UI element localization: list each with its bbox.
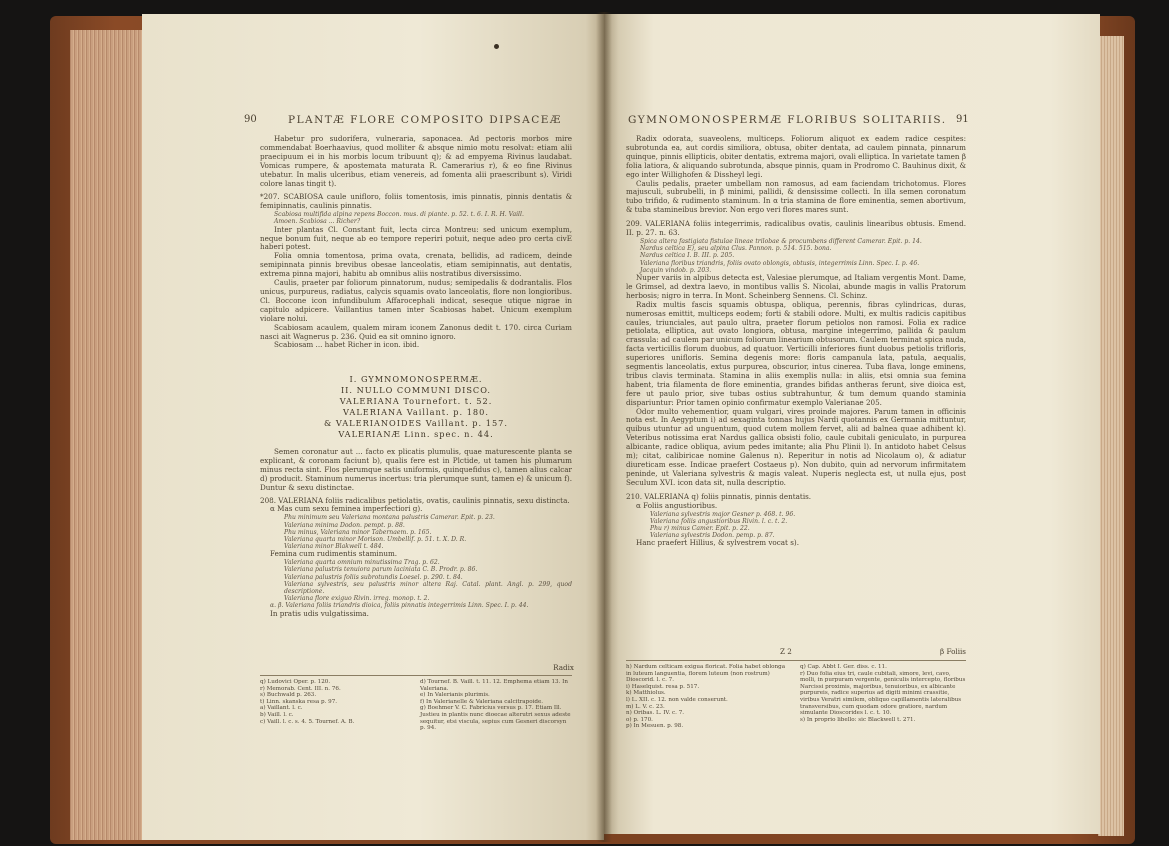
footnote-rule [260, 675, 572, 676]
paragraph: Semen coronatur aut ... facto ex plicatis plumulis, quae maturescente planta se explicant, & coronam faciunt b), qualis fere est in Plctide, ut tamen his plumarum minus recta sint. Flos plerumque satis uniformis, quinquefidus c), tamen alius calcar d) producit. Staminum numerus incertus: tria plerumque sunt, tamen e) & unicum f). Duntur & sexu distinctae. [260, 447, 572, 492]
paragraph: Nuper variis in alpibus detecta est, Valesiae plerumque, ad Italiam vergentis Mont. Dame, le Grimsel, ad dextra laevo, in montibus vallis S. Nicolai, abunde magis in vallis Pratorum herbosis; nigro in terra. In Mont. Scheinberg Sennens. Cl. Schinz. [626, 272, 966, 300]
species-heading: 208. VALERIANA foliis radicalibus petiolatis, ovatis, caulinis pinnatis, sexu distincta. [260, 495, 570, 505]
right-page-edges [1098, 36, 1124, 836]
footnote: r) Memorab. Cent. III. n. 76. [260, 685, 341, 692]
paragraph: Caulis pedalis, praeter umbellam non ramosus, ad eam faciendam trichotomus. Flores majusculi, subrubelli, in β minimi, pallidi, & densissime collecti. In illa semen coronatum tubo trifido, & rudimento staminum. In α tria stamina de flore eminentia, semen abortivum, & tuba stamineibus brevior. Non ergo veri flores mares sunt. [626, 178, 966, 215]
synonym: Phu r) minus Camer. Epit. p. 22. [650, 524, 750, 532]
footnote: q) Cap. Abbt I. Ger. diss. c. 11. [800, 664, 887, 670]
synonym: Valeriana palustris tenuiora parum laciniata C. B. Prodr. p. 86. [284, 566, 478, 574]
footnote: o) p. 170. [626, 716, 653, 723]
paragraph: Scabiosam ... habet Richer in icon. ibid. [274, 340, 420, 350]
synonym: Valeriana foliis angustioribus Rivin. l. c. t. 2. [650, 517, 788, 525]
footnote: c) Vaill. l. c. s. 4. 5. Tournef. A. B. [260, 718, 355, 725]
footnote: q) Ludovici Oper. p. 120. [260, 679, 331, 685]
synonym: Valeriana floribus triandris, foliis ovato oblongis, obtusis, integerrimis Linn. Spec. I. p. 46. [640, 259, 920, 267]
species-heading: *207. SCABIOSA caule unifloro, foliis tomentosis, imis pinnatis, pinnis dentatis & femipinnatis, caulinis pinnatis. [260, 192, 572, 211]
footnote: p) In Mesuen. p. 98. [626, 723, 684, 730]
synonym: Amoen. Scabiosa ... Richer? [274, 218, 361, 226]
footnotes-column-left [260, 679, 410, 725]
footnotes-column-left [626, 664, 786, 730]
catchword: β Foliis [940, 647, 966, 656]
page-number: 90 [244, 114, 257, 125]
footnote-rule [626, 660, 966, 661]
running-head: GYMNOMONOSPERMÆ FLORIBUS SOLITARIIS. [628, 114, 947, 126]
synonym: Nardus celtica I. B. III. p. 205. [640, 252, 735, 260]
left-text-block-1 [260, 135, 572, 350]
left-text-block-2 [260, 448, 572, 619]
synonym: α. β. Valeriana foliis triandris dioica, foliis pinnatis integerrimis Linn. Spec. I. p. 44. [270, 602, 529, 610]
footnote: a) Vaillant. l. c. [260, 705, 303, 712]
synonym: Jacquin vindob. p. 203. [640, 266, 712, 274]
synonym: Valeriana minor Blakwell t. 484. [284, 543, 384, 551]
synonym: Valeriana flore exiguo Rivin. irreg. monop. t. 2. [284, 595, 430, 603]
species-heading: 209. VALERIANA foliis integerrimis, radicalibus ovatis, caulinis linearibus obtusis. Emend. II. p. 27. n. 63. [626, 219, 966, 238]
genus-line: VALERIANA Tournefort. t. 52. [339, 396, 493, 406]
genus-line: VALERIANA Vaillant. p. 180. [343, 407, 489, 417]
paragraph: Inter plantas Cl. Constant fuit, lecta circa Montreu: sed unicum exemplum, neque bonum fuit, neque ab eo tempore reperiri potuit, neque adeo pro certa civE haberi potest. [260, 224, 572, 252]
footnote: s) In proprio libello: sic Blackwell t. 271. [800, 716, 916, 723]
footnote: r) Duo folia eius tri, caule cubitali, simore, levi, cavo, molli, in purpuram vergente, geniculis intercepto, floribus Narcissi proximis, majoribus, tenuioribus, ex albicante purpureis, radice superius ad digiti minimi crassitie, viribus Veratri similem, obliquo capillamentis lateralibus transversibus, cum quodam odore gratiore, nardum simulante Dioscorides l. c. t. 10. [800, 670, 966, 717]
synonym: Valeriana sylvestris Dodon. pemp. p. 87. [650, 532, 775, 540]
section-subtitle: II. NULLO COMMUNI DISCO. [340, 385, 492, 395]
left-page [142, 14, 604, 840]
variety-line: α Mas cum sexu feminea imperfectiori g). [270, 504, 423, 514]
running-head: PLANTÆ FLORE COMPOSITO DIPSACEÆ [288, 114, 562, 126]
variety-line: α Foliis angustioribus. [636, 500, 718, 510]
synonym: Valeriana palustris foliis subrotundis Loesel. p. 290. t. 84. [284, 573, 463, 581]
footnote: n) Oribas. L. IV. c. 7. [626, 710, 685, 717]
left-page-edges [70, 30, 148, 840]
synonym: Valeriana quarta omnium minutissima Trag. p. 62. [284, 559, 440, 567]
paragraph: Caulis, praeter par foliorum pinnatorum, nudus; semipedalis & dodrantalis. Flos unicus, purpureus, radiatus, calycis squamis ovato lanceolatis, flore non longioribus. Cl. Boccone icon infundibulum Affarocephali indicat, seseque utique nigrae in capitulo adpicere. Vaillantius tamen inter Scabiosas habet. Unicum exemplum violare nolui. [260, 278, 572, 323]
footnote: d) Tournef. B. Vaill. t. 11. 12. Emphema etiam 13. In Valeriana. [420, 679, 568, 692]
footnote: l) L. XII. c. 12. non valde conserunt. [626, 696, 728, 703]
synonym: Valeriana minima Dodon. pempt. p. 88. [284, 521, 405, 529]
paragraph: Hanc praefert Hillius, & sylvestrem vocat s). [636, 538, 799, 548]
book-gutter [596, 12, 612, 842]
synonym: Valeriana quarta minor Morison. Umbellif. p. 51. t. X. D. R. [284, 535, 467, 543]
synonym: Spica altera fastigiata fistulae lineae trilobae & procumbens different Camerar. Epit. p. 14. [640, 237, 922, 245]
genus-line: VALERIANÆ Linn. spec. n. 44. [338, 429, 494, 439]
signature-mark: Z 2 [780, 647, 792, 656]
habitat-line: In pratis udis vulgatissima. [270, 608, 369, 618]
page-number: 91 [956, 114, 969, 125]
footnote: t) Linn. skanska resa p. 97. [260, 698, 338, 705]
footnotes-column-right [800, 664, 966, 723]
paragraph: Habetur pro sudorifera, vulneraria, saponacea. Ad pectoris morbos mire commendabat Boerhaavius, quod molliter & absque nimio motu resolvat: etiam alii praecipuum ei in his morbis locum tribuunt q); & ad empyema Rivinus laudabat. Vomicas rumpere, & apostemata maturata R. Camerarius r), & eo fine Rivinus utebatur. In malis ulceribus, etiam venereis, ad fomenta alii praescribunt s). Viridi colore lanas tingit t). [260, 134, 572, 188]
footnote: s) Buchwald p. 263. [260, 692, 317, 699]
section-title: I. GYMNOMONOSPERMÆ. [349, 374, 483, 384]
right-text-block [626, 135, 966, 548]
ink-dot [494, 44, 499, 49]
synonym: Phu minus, Valeriana minor Tabernaem. p. 165. [284, 528, 432, 536]
synonym: Nardus celtica E), seu alpina Clus. Pannon. p. 514. 515. bona. [640, 245, 832, 253]
genus-line: & VALERIANOIDES Vaillant. p. 157. [324, 418, 508, 428]
footnote: e) In Valerianis plurimis. [420, 692, 490, 699]
footnote: k) Matthiolus. [626, 690, 666, 697]
footnote: i) Haselquist. resa p. 517. [626, 683, 700, 690]
section-heading [260, 374, 572, 440]
footnote: f) In Valerianelle & Valeriana calcitrapoide. [420, 698, 544, 705]
paragraph: Radix odorata, suaveolens, multiceps. Foliorum aliquot ex eadem radice cespites: subrotunda ea, aut cordis similiora, obtusa, obiter dentata, ad caulem pinnata, pinnarum quinque, pinnis ellipticis, obiter dentatis, extrema majori, ovali elliptica. In varietate tamen β folia latiora, & aliquando subrotunda, absque pinnis, quam in Prodromo C. Bauhinus dixit, & ego inter Willighofen & Dissheyl legi. [626, 134, 966, 179]
footnote: g) Boehmer V. C. Fabricius versus p. 17. Etiam Ill. Justieu in plantis nunc dioecae alterutri sexus adeste sequitur, etsi viscula, sepius cum Gesneri discorsyn p. 94. [420, 705, 571, 732]
synonym: Phu minimum seu Valeriana montana palustris Camerar. Epit. p. 23. [284, 514, 495, 522]
synonym: Valeriana sylvestris major Gesner p. 468. t. 96. [650, 510, 796, 518]
paragraph: Odor multo vehementior, quam vulgari, vires proinde majores. Parum tamen in officinis nota est. In Aegyptum i) ad sexaginta tonnas hujus Nardi quotannis ex Germania mittuntur, quibus utuntur ad unguentum, quod cutem mollem fervet, alii ad balnea quae adhibent k). Veteribus notissima erat Nardus gallica obsisti folio, caule cubitali geniculato, in purpurea albicante, radice obliqua, avium pedes imitante; alia Phu Plinii l). In antidoto habet Celsus m); citat, calibiricae nomine Galenus n). Reperitur in notis ad Nicolaum o), & adiatur diureticam esse. Indicae praefert Costaeus p). Non dubito, quin ad nervorum infirmitatem peninde, ut Valeriana sylvestris & magis valeat. Nuperis neglecta est, ut nulla ejus, post Seculum XVI. icon data sit, nulla descriptio. [626, 406, 966, 487]
right-page [604, 14, 1100, 834]
footnote: h) Nardum celticam exigua floricat. Folia habet oblonga in luteum languentia, florem luteum (non rostrum) Dioscorid. l. c. 7. [626, 664, 786, 684]
variety-line: Femina cum rudimentis staminum. [270, 549, 398, 559]
species-heading: 210. VALERIANA q) foliis pinnatis, pinnis dentatis. [626, 491, 812, 501]
catchword: Radix [553, 663, 574, 672]
footnote: b) Vaill. l. c. [260, 711, 294, 718]
paragraph: Folia omnia tomentosa, prima ovata, crenata, bellidis, ad radicem, deinde semipinnata pinnis brevibus obesae lanceolatis, etiam semipinnatis, aut dentatis, extrema pinna majori, habitu ab omnibus aliis nostratibus diversissimo. [260, 251, 572, 279]
footnote: m) L. V. c. 23. [626, 703, 665, 710]
paragraph: Scabiosam acaulem, qualem miram iconem Zanonus dedit t. 170. circa Curiam nasci ait Wagnerus p. 236. Quid ea sit omnino ignoro. [260, 322, 572, 341]
paragraph: Radix multis fascis squamis obtuspa, obliqua, perennis, fibras cylindricas, duras, numerosas emittit, multiceps eodem; forti & stabili odore. Multi, ex multis radicis capitibus caules, triunciales, aut paulo ultra, praeter florum petiolos non ramosi. Folia ex radice petiolata, elliptica, aut ovato longiora, obtusa, margine integerrimo, pallida & paulum crassula: ad caulem par unicum foliorum linearium obtusorum. Caulem terminat spica nuda, facta verticillis florum duobus, ad quatuor. Verticilli inferiores fiunt duobus petiolis trifloris, superiores unifloris. Semina degenis more: floris campanula lata, patula, aequalis, segmentis lanceolatis, extus purpurea, obscurior, intus cinerea. Tuba flava, longe eminens, tribus clavis terminata. Stamina in aliis exemplis nulla: in aliis, etsi omnia sua femina habent, tria filamenta de flore eminentia, grandes bifidas antheras ferunt, sive dioica est, fere ut paulo prior, sive tubas ostius subtrahuntur, & tum demum quando staminia dispariuntur: Prior tamen opinio confirmatur exemplo Valerianae 205. [626, 299, 966, 407]
synonym: Valeriana sylvestris, seu palustris minor altera Raj. Catal. plant. Angl. p. 299, quod descriptione. [284, 580, 572, 596]
footnotes-column-right [420, 679, 572, 732]
synonym: Scabiosa multifida alpina repens Boccon. mus. di piante. p. 52. t. 6. I. R. H. Vaill. [274, 211, 524, 219]
